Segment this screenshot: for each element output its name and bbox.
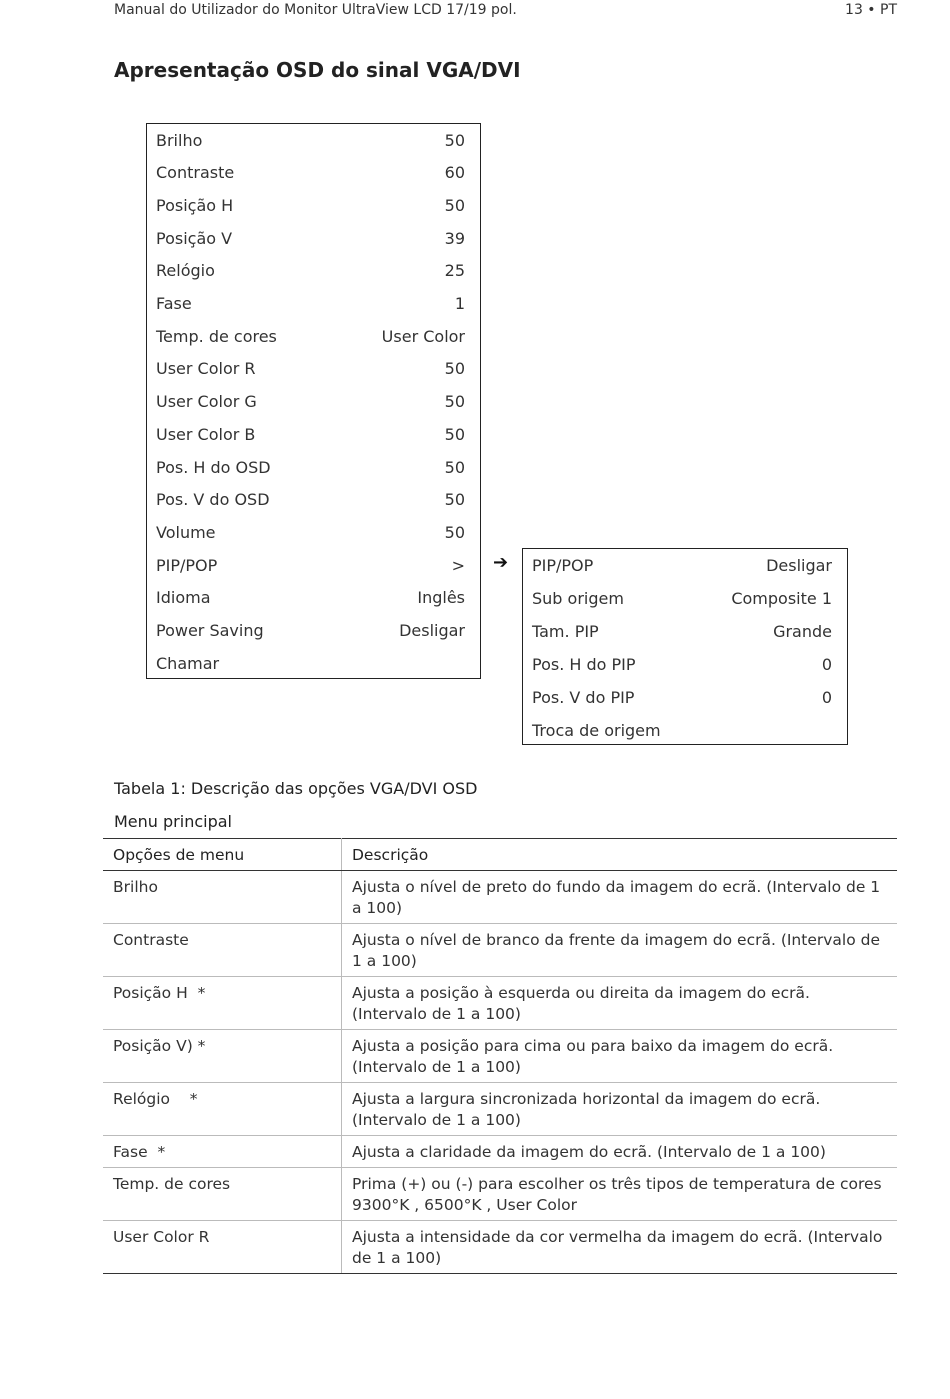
osd-row [532,685,832,709]
osd-label: Posição V [156,228,233,248]
osd-row [156,324,465,348]
osd-value: 0 [821,654,832,674]
description-cell: Ajusta o nível de preto do fundo da imagem do ecrã. (Intervalo de 1 a 100) [342,871,898,924]
osd-label: Pos. H do PIP [532,654,636,674]
osd-label: Temp. de cores [156,326,277,346]
osd-row [156,226,465,250]
table-row [103,1136,897,1168]
description-cell: Ajusta a intensidade da cor vermelha da imagem do ecrã. (Intervalo de 1 a 100) [342,1221,898,1274]
osd-value: 50 [444,359,465,379]
menu-option-cell: Brilho [103,871,342,924]
osd-label: Idioma [156,588,211,608]
osd-row [156,128,465,152]
osd-label: User Color G [156,392,257,412]
osd-value: 39 [444,228,465,248]
description-cell: Ajusta a claridade da imagem do ecrã. (Intervalo de 1 a 100) [342,1136,898,1168]
table-row [103,1221,897,1274]
osd-row [156,488,465,512]
osd-row [532,586,832,610]
osd-row [532,718,832,742]
osd-label: Pos. H do OSD [156,457,271,477]
osd-row [156,193,465,217]
osd-label: Chamar [156,653,220,673]
description-cell: Ajusta o nível de branco da frente da imagem do ecrã. (Intervalo de 1 a 100) [342,924,898,977]
osd-row [156,619,465,643]
osd-row [156,422,465,446]
osd-value: 50 [444,457,465,477]
osd-row [156,161,465,185]
osd-value: 50 [444,424,465,444]
osd-row [156,455,465,479]
menu-option-cell: Fase * [103,1136,342,1168]
osd-value: Grande [773,621,832,641]
description-cell: Ajusta a largura sincronizada horizontal da imagem do ecrã. (Intervalo de 1 a 100) [342,1083,898,1136]
osd-value: 50 [444,130,465,150]
osd-label: Relógio [156,261,215,281]
osd-label: User Color B [156,424,256,444]
description-cell: Ajusta a posição para cima ou para baixo da imagem do ecrã. (Intervalo de 1 a 100) [342,1030,898,1083]
description-cell: Ajusta a posição à esquerda ou direita da imagem do ecrã. (Intervalo de 1 a 100) [342,977,898,1030]
osd-row [156,357,465,381]
osd-row [156,586,465,610]
options-table [103,838,897,1274]
osd-label: PIP/POP [156,555,218,575]
osd-label: PIP/POP [532,555,594,575]
osd-label: Tam. PIP [532,621,599,641]
table-row [103,1030,897,1083]
menu-option-cell: Temp. de cores [103,1168,342,1221]
osd-row [156,259,465,283]
menu-option-cell: Posição H * [103,977,342,1030]
osd-row [156,520,465,544]
menu-option-cell: Contraste [103,924,342,977]
menu-option-cell: Relógio * [103,1083,342,1136]
osd-row [532,553,832,577]
header-description: Descrição [342,839,898,871]
osd-value: > [451,555,465,575]
osd-value: 60 [444,163,465,183]
osd-label: Pos. V do OSD [156,490,270,510]
table-row [103,977,897,1030]
osd-value: Desligar [399,621,465,640]
table-row [103,871,897,924]
osd-value: 50 [444,490,465,510]
osd-label: User Color R [156,359,256,379]
osd-pip-submenu [522,548,848,745]
page-number: 13 • PT [845,2,897,18]
osd-row [532,652,832,676]
osd-label: Power Saving [156,621,264,640]
submenu-arrow-icon: ➔ [493,552,509,573]
osd-label: Pos. V do PIP [532,687,635,707]
table-subcaption: Menu principal [114,812,232,831]
osd-label: Fase [156,294,192,313]
description-cell: Prima (+) ou (-) para escolher os três tipos de temperatura de cores 9300°K , 6500°K , User Color [342,1168,898,1221]
osd-value: Inglês [417,588,465,608]
osd-label: Contraste [156,163,235,183]
section-title: Apresentação OSD do sinal VGA/DVI [114,58,521,82]
table-row [103,924,897,977]
table-caption: Tabela 1: Descrição das opções VGA/DVI OSD [114,779,478,798]
table-header-row [103,839,897,871]
osd-main-menu [146,123,481,679]
table-row [103,1168,897,1221]
running-header-title: Manual do Utilizador do Monitor UltraView LCD 17/19 pol. [114,2,517,18]
menu-option-cell: User Color R [103,1221,342,1274]
osd-row [156,651,465,675]
osd-row [532,619,832,643]
osd-value: User Color [381,326,465,346]
osd-value: Desligar [766,555,832,575]
osd-value: 50 [444,195,465,215]
osd-label: Posição H [156,195,234,215]
osd-row [156,292,465,316]
osd-label: Troca de origem [532,720,661,740]
osd-value: 25 [444,261,465,281]
osd-value: 0 [821,687,832,707]
osd-label: Sub origem [532,588,624,608]
osd-row [156,390,465,414]
osd-value: 1 [454,294,465,313]
osd-value: 50 [444,522,465,542]
osd-label: Volume [156,522,216,542]
menu-option-cell: Posição V) * [103,1030,342,1083]
header-menu-options: Opções de menu [103,839,342,871]
osd-value: 50 [444,392,465,412]
osd-row [156,553,465,577]
osd-label: Brilho [156,130,203,150]
table-row [103,1083,897,1136]
osd-value: Composite 1 [731,588,832,608]
